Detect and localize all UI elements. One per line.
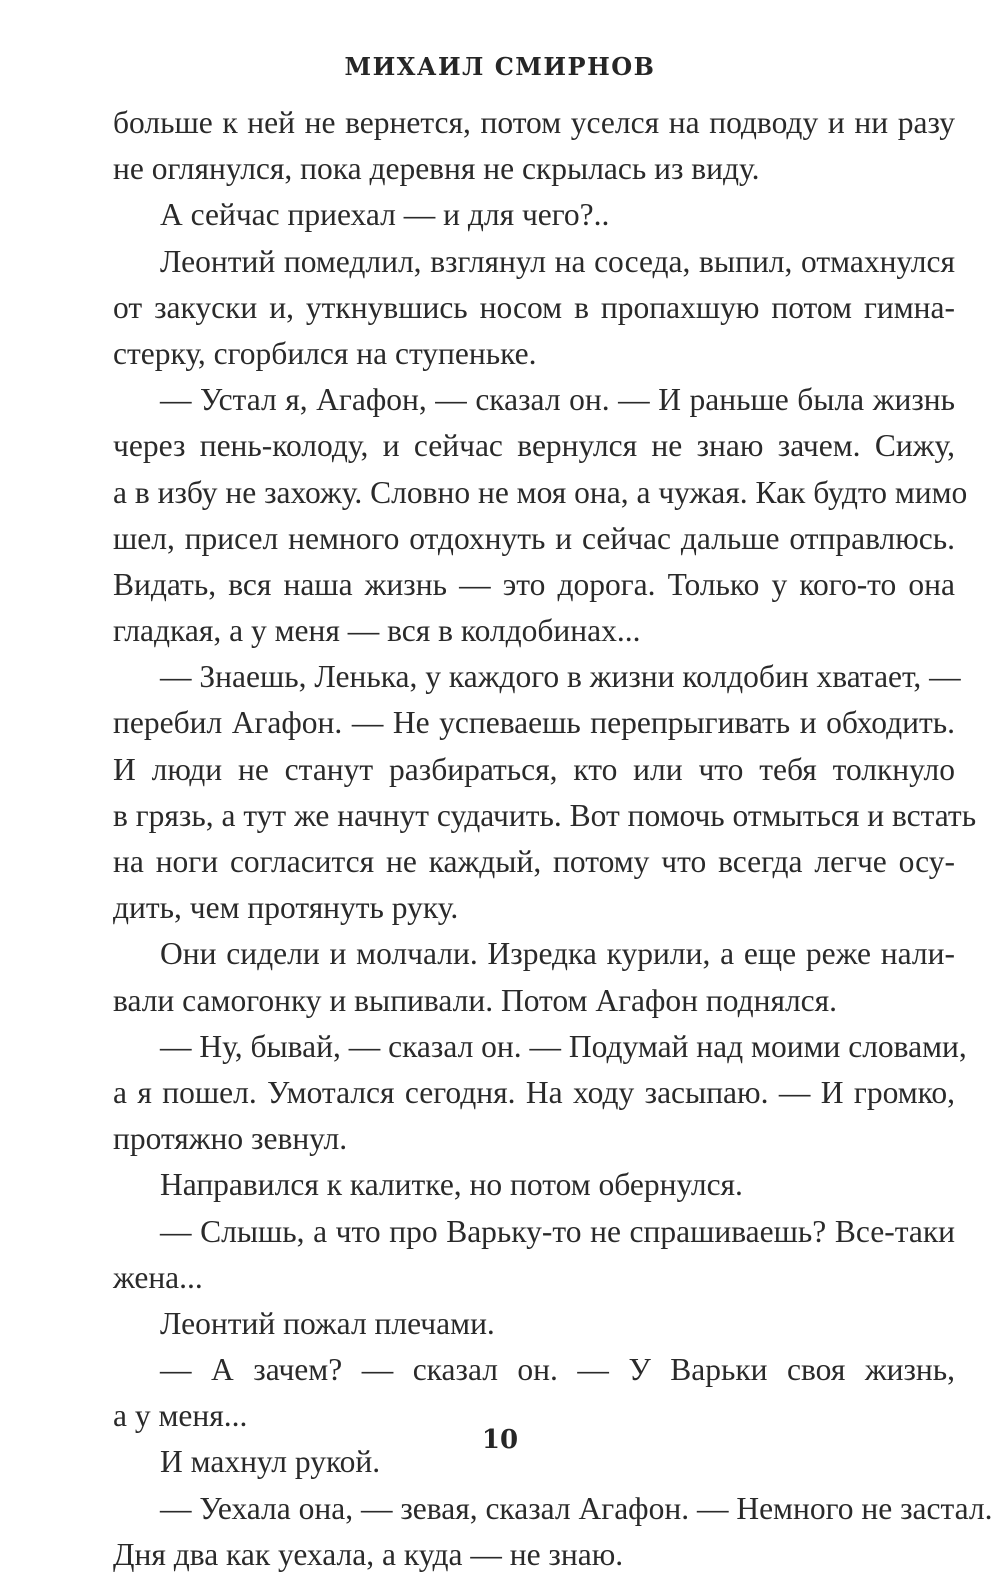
text-line: через пень-колоду, и сейчас вернулся не знаю зачем. Сижу, xyxy=(113,428,955,464)
text-line: — А зачем? — сказал он. — У Варьки своя жизнь, xyxy=(160,1352,955,1388)
text-line: дить, чем протянуть руку. xyxy=(113,890,459,926)
text-line: а в избу не захожу. Словно не моя она, а чужая. Как будто мимо xyxy=(113,474,968,510)
text-line: гладкая, а у меня — вся в колдобинах... xyxy=(113,613,641,649)
text-line: перебил Агафон. — Не успеваешь перепрыгивать и обходить. xyxy=(113,705,955,741)
text-line: — Слышь, а что про Варьку-то не спрашиваешь? Все-таки xyxy=(160,1213,955,1249)
text-line: А сейчас приехал — и для чего?.. xyxy=(160,197,610,233)
text-line: — Ну, бывай, — сказал он. — Подумай над моими словами, xyxy=(160,1028,967,1064)
text-line: на ноги согласится не каждый, потому что всегда легче осу- xyxy=(113,844,955,879)
text-line: протяжно зевнул. xyxy=(113,1121,348,1157)
text-line: — Знаешь, Ленька, у каждого в жизни колдобин хватает, — xyxy=(160,659,961,695)
text-line: шел, присел немного отдохнуть и сейчас дальше отправлюсь. xyxy=(113,520,955,556)
text-line: Видать, вся наша жизнь — это дорога. Только у кого-то она xyxy=(113,566,955,602)
text-line: И люди не станут разбираться, кто или что тебя толкнуло xyxy=(113,751,955,787)
text-line: Леонтий помедлил, взглянул на соседа, выпил, отмахнулся xyxy=(160,243,955,279)
running-header-author: МИХАИЛ СМИРНОВ xyxy=(344,52,656,81)
text-line: И махнул рукой. xyxy=(160,1444,381,1480)
text-line: Дня два как уехала, а куда — не знаю. xyxy=(113,1536,624,1572)
text-line: не оглянулся, пока деревня не скрылась из виду. xyxy=(113,151,760,187)
text-line: Направился к калитке, но потом обернулся. xyxy=(160,1167,743,1203)
text-line: вали самогонку и выпивали. Потом Агафон поднялся. xyxy=(113,982,838,1018)
text-line: — Уехала она, — зевая, сказал Агафон. — Немного не застал. xyxy=(160,1490,993,1526)
text-line: — Устал я, Агафон, — сказал он. — И раньше была жизнь xyxy=(160,382,955,418)
text-line: от закуски и, уткнувшись носом в пропахшую потом гимна- xyxy=(113,289,955,325)
text-line: а у меня... xyxy=(113,1398,248,1434)
text-line: Они сидели и молчали. Изредка курили, а еще реже нали- xyxy=(160,936,955,972)
text-line: в грязь, а тут же начнут судачить. Вот помочь отмыться и встать xyxy=(113,797,977,833)
text-line: жена... xyxy=(113,1259,203,1295)
text-line: а я пошел. Умотался сегодня. На ходу засыпаю. — И громко, xyxy=(113,1074,955,1110)
text-line: Леонтий пожал плечами. xyxy=(160,1305,495,1341)
text-line: стерку, сгорбился на ступеньке. xyxy=(113,335,537,371)
text-line: больше к ней не вернется, потом уселся на подводу и ни разу xyxy=(113,105,955,140)
page-number: 10 xyxy=(481,1425,519,1455)
body-text xyxy=(113,100,993,1578)
